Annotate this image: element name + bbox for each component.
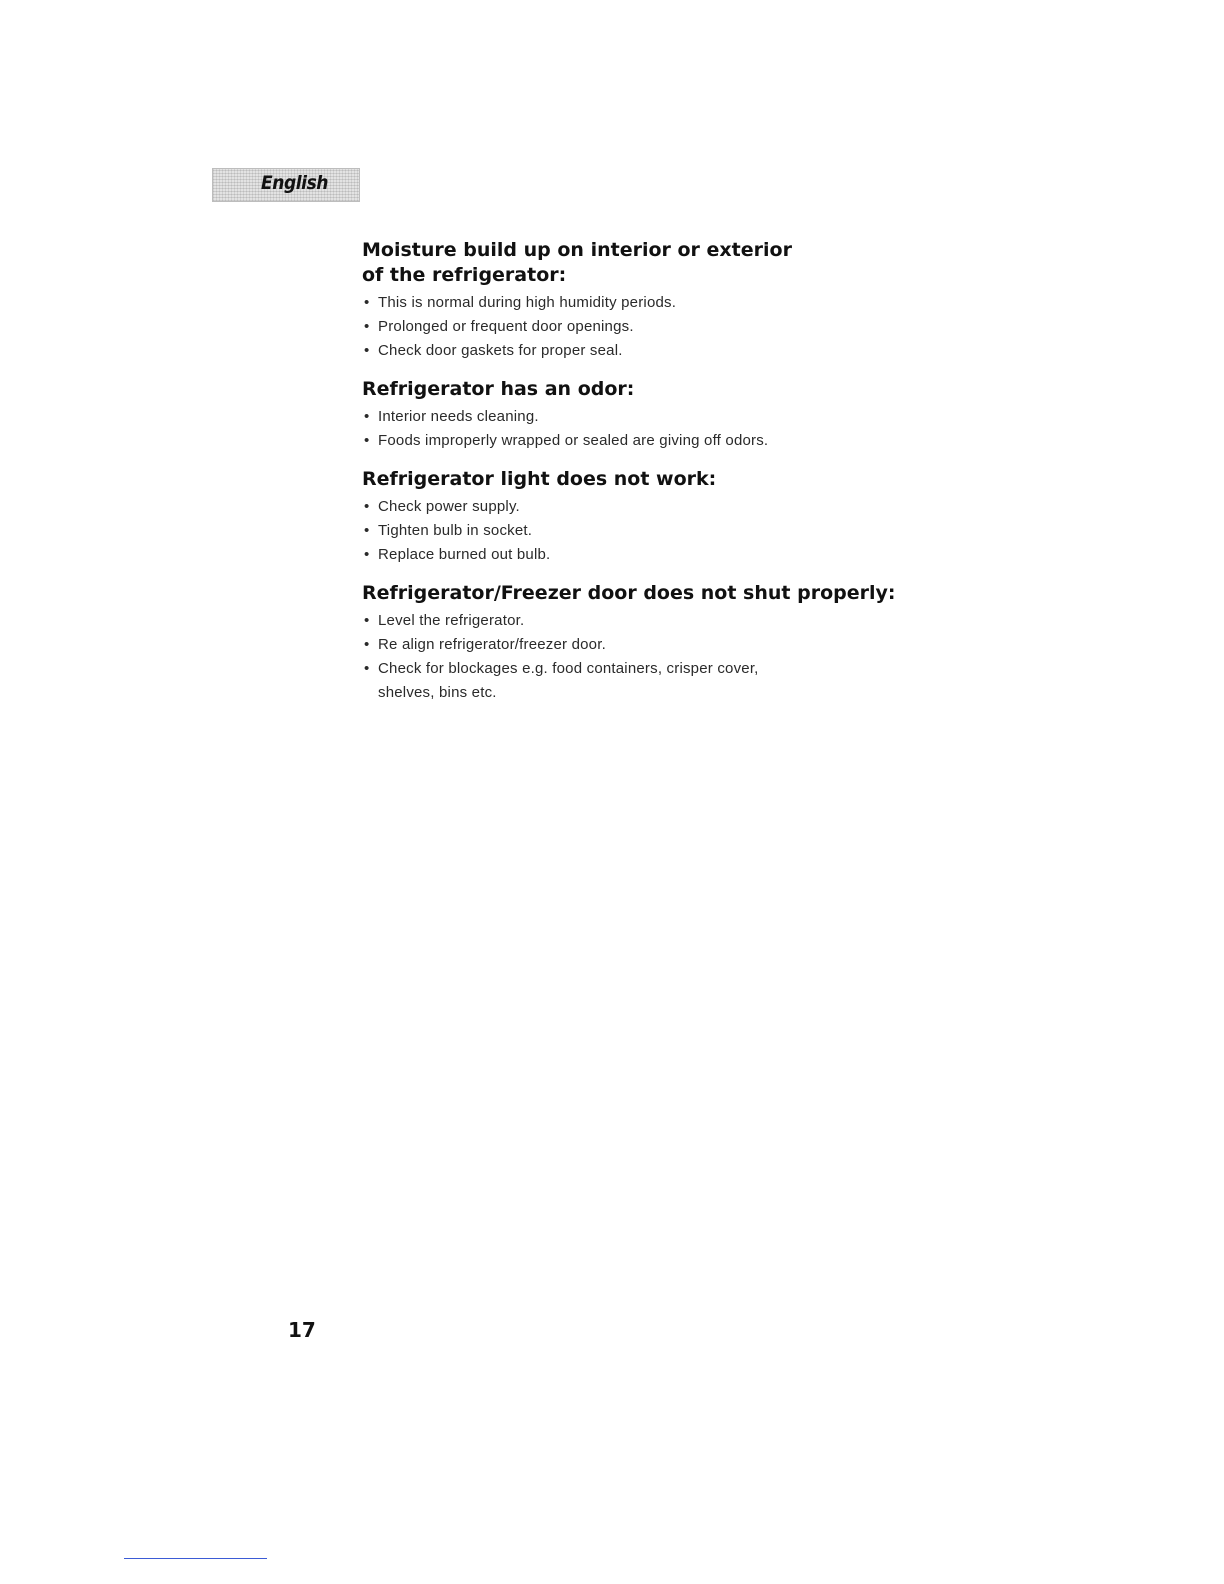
item-text: Tighten bulb in socket. [378,522,533,539]
item-text: Re align refrigerator/freezer door. [378,636,606,653]
item-text: Foods improperly wrapped or sealed are giving off odors. [378,432,769,449]
section-light [362,467,922,567]
item-list [362,291,922,363]
item-text: Check power supply. [378,498,520,515]
list-item [362,519,922,543]
section-title [362,238,922,288]
list-item [362,429,922,453]
bullet-icon: • [364,318,370,335]
bullet-icon: • [364,546,370,563]
section-title-line1: Moisture build up on interior or exterior [362,239,792,261]
item-text: Check door gaskets for proper seal. [378,342,623,359]
troubleshooting-content [362,238,922,719]
section-door [362,581,922,705]
item-list [362,405,922,453]
section-odor [362,377,922,453]
bullet-icon: • [364,498,370,515]
item-list [362,495,922,567]
page-number: 17 [288,1318,316,1342]
list-item [362,609,922,633]
list-item [362,315,922,339]
bullet-icon: • [364,408,370,425]
item-text: Replace burned out bulb. [378,546,551,563]
list-item [362,291,922,315]
bullet-icon: • [364,612,370,629]
bullet-icon: • [364,294,370,311]
list-item [362,339,922,363]
list-item [362,543,922,567]
item-text: Level the refrigerator. [378,612,525,629]
item-text: Interior needs cleaning. [378,408,539,425]
item-text: Prolonged or frequent door openings. [378,318,634,335]
item-list [362,609,922,705]
bullet-icon: • [364,432,370,449]
language-label: English [261,172,329,194]
language-tab [212,168,360,202]
bullet-icon: • [364,342,370,359]
section-title: Refrigerator has an odor: [362,378,635,400]
bullet-icon: • [364,660,370,677]
bullet-icon: • [364,522,370,539]
list-item [362,633,922,657]
item-text: Check for blockages e.g. food containers, crisper cover, shelves, bins etc. [378,660,759,701]
section-title-line2: of the refrigerator: [362,264,567,286]
list-item [362,405,922,429]
section-moisture [362,238,922,363]
footer-rule [124,1558,267,1559]
item-text: This is normal during high humidity periods. [378,294,677,311]
section-title: Refrigerator/Freezer door does not shut properly: [362,582,896,604]
section-title: Refrigerator light does not work: [362,468,717,490]
bullet-icon: • [364,636,370,653]
list-item [362,657,818,705]
list-item [362,495,922,519]
